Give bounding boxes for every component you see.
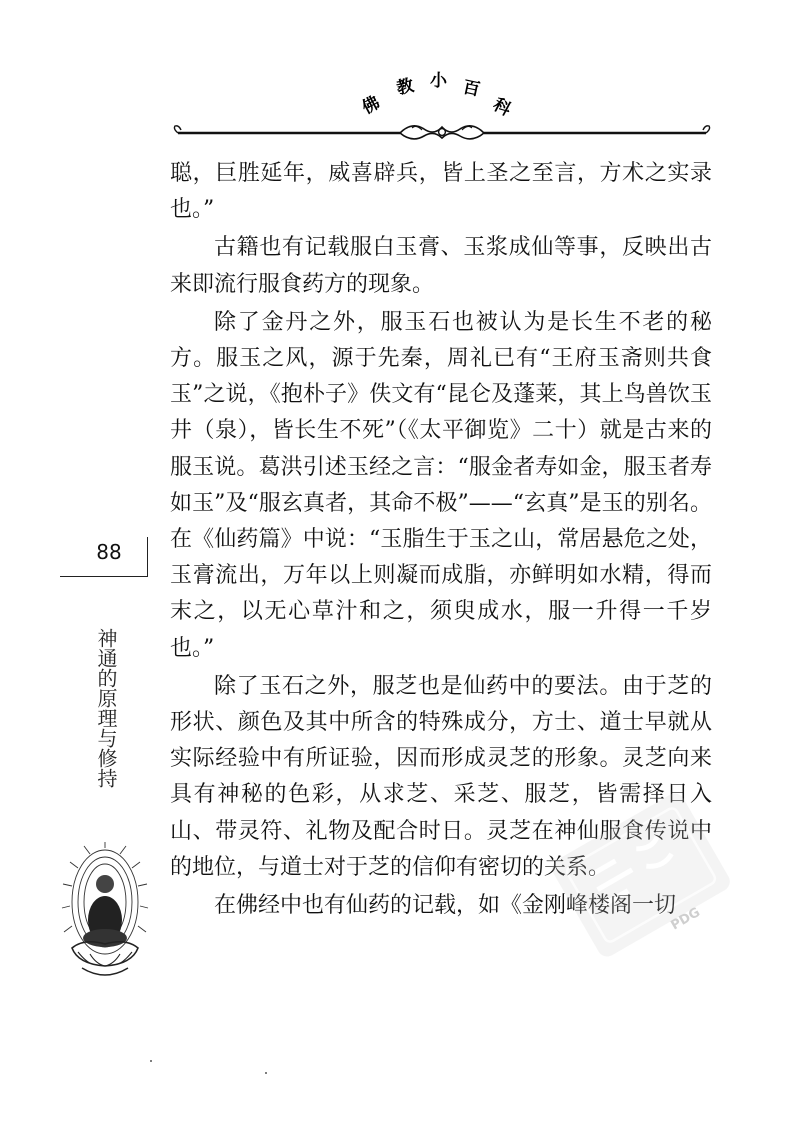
page-number-divider <box>147 537 148 577</box>
buddha-figure-icon <box>60 840 150 990</box>
paragraph: 除了金丹之外，服玉石也被认为是长生不老的秘方。服玉之风，源于先秦，周礼已有“王府玉斋则共食玉”之说，《抱朴子》佚文有“昆仑及蓬莱，其上鸟兽饮玉井（泉），皆长生不死”（《太平御览》二十）就是古来的服玉说。葛洪引述玉经之言：“服金者寿如金，服玉者寿如玉”及“服玄真者，其命不极”——“玄真”是玉的别名。在《仙药篇》中说：“玉脂生于玉之山，常居悬危之处，玉膏流出，万年以上则凝而成脂，亦鲜明如水精，得而末之，以无心草汁和之，须臾成水，服一升得一千岁也。” <box>170 309 712 661</box>
series-title-char: 小 <box>430 71 447 91</box>
header-ornament-rule <box>172 120 712 146</box>
series-title-char: 教 <box>394 75 416 99</box>
paragraph: 古籍也有记载服白玉膏、玉浆成仙等事，反映出古来即流行服食药方的现象。 <box>170 235 712 297</box>
page-number: 88 <box>96 540 122 564</box>
series-title-char: 佛 <box>358 92 384 119</box>
scan-speck <box>150 1060 152 1062</box>
paragraph: 除了玉石之外，服芝也是仙药中的要法。由于芝的形状、颜色及其中所含的特殊成分，方士、道士早就从实际经验中有所证验，因而形成灵芝的形象。灵芝向来具有神秘的色彩，从求芝、采芝、服芝，皆需择日入山、带灵符、礼物及配合时日。灵芝在神仙服食传说中的地位，与道士对于芝的信仰有密切的关系。 <box>170 673 712 880</box>
scan-speck <box>265 1072 267 1074</box>
watermark-stamp <box>546 780 736 970</box>
book-title-vertical: 神通的原理与修持 <box>94 628 118 788</box>
series-title-char: 百 <box>460 77 482 101</box>
paragraph: 在佛经中也有仙药的记载，如《金刚峰楼阁一切 <box>214 893 677 919</box>
series-title-char: 科 <box>489 94 515 121</box>
page-number-rule <box>60 576 148 577</box>
paragraph: 聪，巨胜延年，威喜辟兵，皆上圣之至言，方术之实录也。” <box>170 161 712 223</box>
watermark-label: PDG <box>668 904 703 934</box>
